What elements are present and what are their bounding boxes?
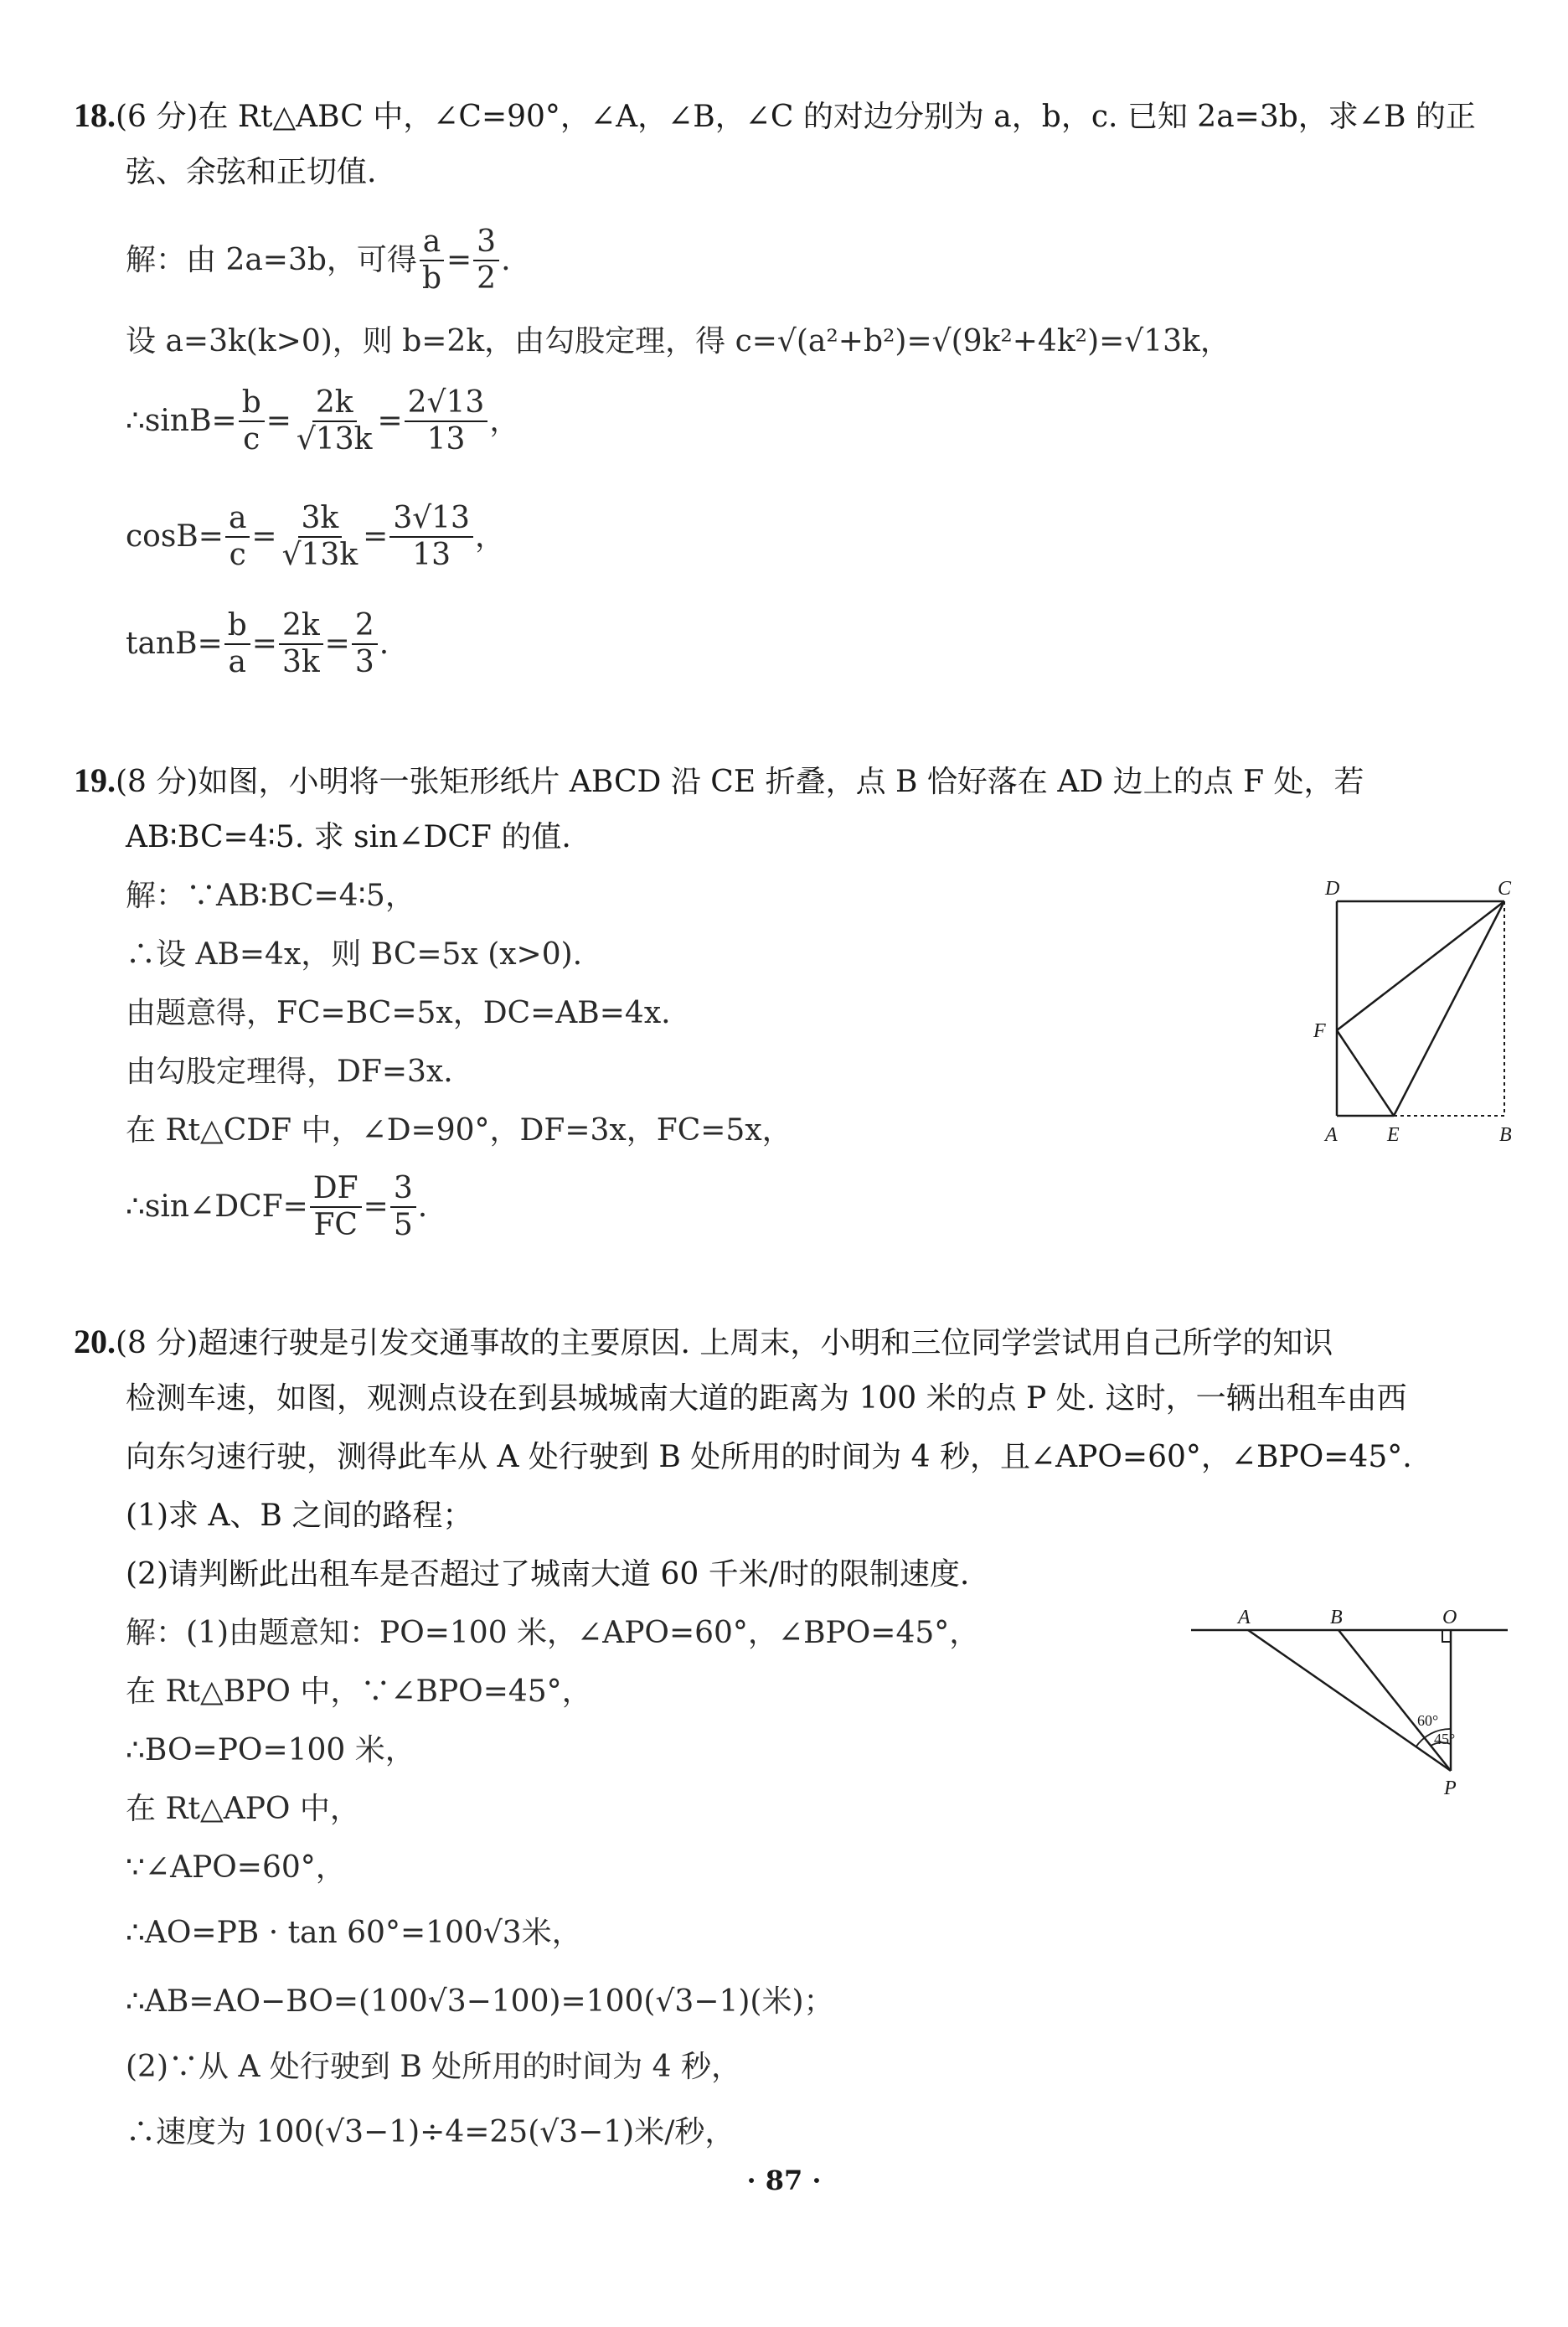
q18-stem-line1 — [74, 96, 1476, 134]
label-B: B — [1330, 1607, 1343, 1628]
label-O: O — [1442, 1607, 1457, 1628]
q20-sol-2: 在 Rt△BPO 中，∵∠BPO=45°， — [126, 1674, 592, 1709]
edge-CE — [1394, 901, 1504, 1116]
label-E: E — [1387, 1124, 1400, 1146]
segment-BP — [1338, 1630, 1451, 1771]
q20-sol-9: ∴速度为 100(√3−1)÷4=25(√3−1)米/秒， — [126, 2115, 735, 2149]
q18-ratio-value: $\frac{3}{2}$ — [473, 226, 499, 295]
q19-sol-3: 由题意得，FC=BC=5x，DC=AB=4x. — [126, 996, 671, 1030]
edge-CF — [1337, 901, 1504, 1030]
q20-sol-3: ∴BO=PO=100 米， — [126, 1733, 415, 1767]
q20-sol-6: ∴AO=PB · tan 60°=100√3米， — [126, 1916, 582, 1950]
label-C: C — [1498, 878, 1512, 900]
q18-ratio-fraction: $\frac{a}{b}$ — [419, 226, 445, 295]
q19-sol-5: 在 Rt△CDF 中，∠D=90°，DF=3x，FC=5x， — [126, 1113, 792, 1148]
q19-sol-1: 解：∵AB∶BC=4∶5， — [126, 879, 415, 913]
q20-sol-8: (2)∵从 A 处行驶到 B 处所用的时间为 4 秒， — [126, 2050, 742, 2084]
label-F: F — [1313, 1020, 1326, 1042]
label-45deg: 45° — [1434, 1731, 1456, 1747]
segment-AP — [1248, 1630, 1451, 1771]
label-B: B — [1499, 1124, 1512, 1146]
q20-stem2: 检测车速，如图，观测点设在到县城城南大道的距离为 100 米的点 P 处. 这时，一辆出租车由西 — [126, 1381, 1407, 1416]
q20-stem-line1 — [74, 1325, 1333, 1359]
q18-stem1: (6 分)在 Rt△ABC 中，∠C=90°，∠A，∠B，∠C 的对边分别为 a，b，c. 已知 2a=3b，求∠B 的正 — [116, 100, 1476, 134]
q18-stem2: 弦、余弦和正切值. — [126, 155, 377, 189]
q20-sol-5: ∵∠APO=60°， — [126, 1850, 346, 1885]
q20-stem3: 向东匀速行驶，测得此车从 A 处行驶到 B 处所用的时间为 4 秒，且∠APO=60°，∠BPO=45°. — [126, 1440, 1412, 1474]
q18-sol-prefix: 解：由 2a=3b，可得 — [126, 242, 417, 277]
q20-sol-7: ∴AB=AO−BO=(100√3−100)=100(√3−1)(米)； — [126, 1984, 834, 2019]
label-D: D — [1325, 878, 1340, 900]
q19-stem1: (8 分)如图，小明将一张矩形纸片 ABCD 沿 CE 折叠，点 B 恰好落在 AD 边上的点 F 处，若 — [116, 765, 1364, 799]
q19-stem-line1 — [74, 761, 1364, 799]
q20-number: 20. — [74, 1323, 116, 1360]
q20-part1: (1)求 A、B 之间的路程； — [126, 1499, 473, 1533]
q20-figure — [1181, 1600, 1516, 1801]
q19-sol-6: ∴sin∠DCF= $\frac{DF}{FC}$ = $\frac{3}{5}$ . — [126, 1171, 428, 1242]
page-number: · 87 · — [746, 2164, 822, 2196]
q18-tan-line: tanB= $\frac{b}{a}$ = $\frac{2k}{3k}$ = $\frac{2}{3}$ . — [126, 608, 389, 679]
q20-stem1: (8 分)超速行驶是引发交通事故的主要原因. 上周末，小明和三位同学尝试用自己所学的知识 — [116, 1326, 1333, 1360]
q18-sol-line2: 设 a=3k(k>0)，则 b=2k，由勾股定理，得 c=√(a²+b²)=√(9k²+4k²)=√13k， — [126, 324, 1230, 359]
label-P: P — [1444, 1777, 1457, 1799]
q19-stem2: AB∶BC=4∶5. 求 sin∠DCF 的值. — [126, 820, 571, 854]
edge-FE — [1337, 1030, 1394, 1116]
q20-sol-1: 解：(1)由题意知：PO=100 米，∠APO=60°，∠BPO=45°， — [126, 1616, 980, 1650]
right-angle-mark — [1442, 1630, 1451, 1642]
q18-cos-line: cosB= $\frac{a}{c}$ = $\frac{3k}{√13k}$ = $\frac{3√13}{13}$ ， — [126, 501, 505, 572]
q20-part2: (2)请判断此出租车是否超过了城南大道 60 千米/时的限制速度. — [126, 1557, 970, 1592]
q18-sol-line1: 解：由 2a=3b，可得 $\frac{a}{b}$ = $\frac{3}{2}$ . — [126, 224, 511, 296]
q18-sin-line: ∴sinB= $\frac{b}{c}$ = $\frac{2k}{√13k}$ = $\frac{2√13}{13}$ ， — [126, 385, 520, 457]
q20-sol-4: 在 Rt△APO 中， — [126, 1792, 360, 1826]
label-A: A — [1238, 1607, 1251, 1628]
q19-number: 19. — [74, 761, 116, 799]
q19-sol-4: 由勾股定理得，DF=3x. — [126, 1055, 453, 1089]
q19-figure — [1307, 871, 1524, 1148]
q18-number: 18. — [74, 96, 116, 134]
label-A: A — [1325, 1124, 1338, 1146]
q19-sol-2: ∴设 AB=4x，则 BC=5x (x>0). — [126, 937, 583, 972]
label-60deg: 60° — [1417, 1712, 1439, 1729]
